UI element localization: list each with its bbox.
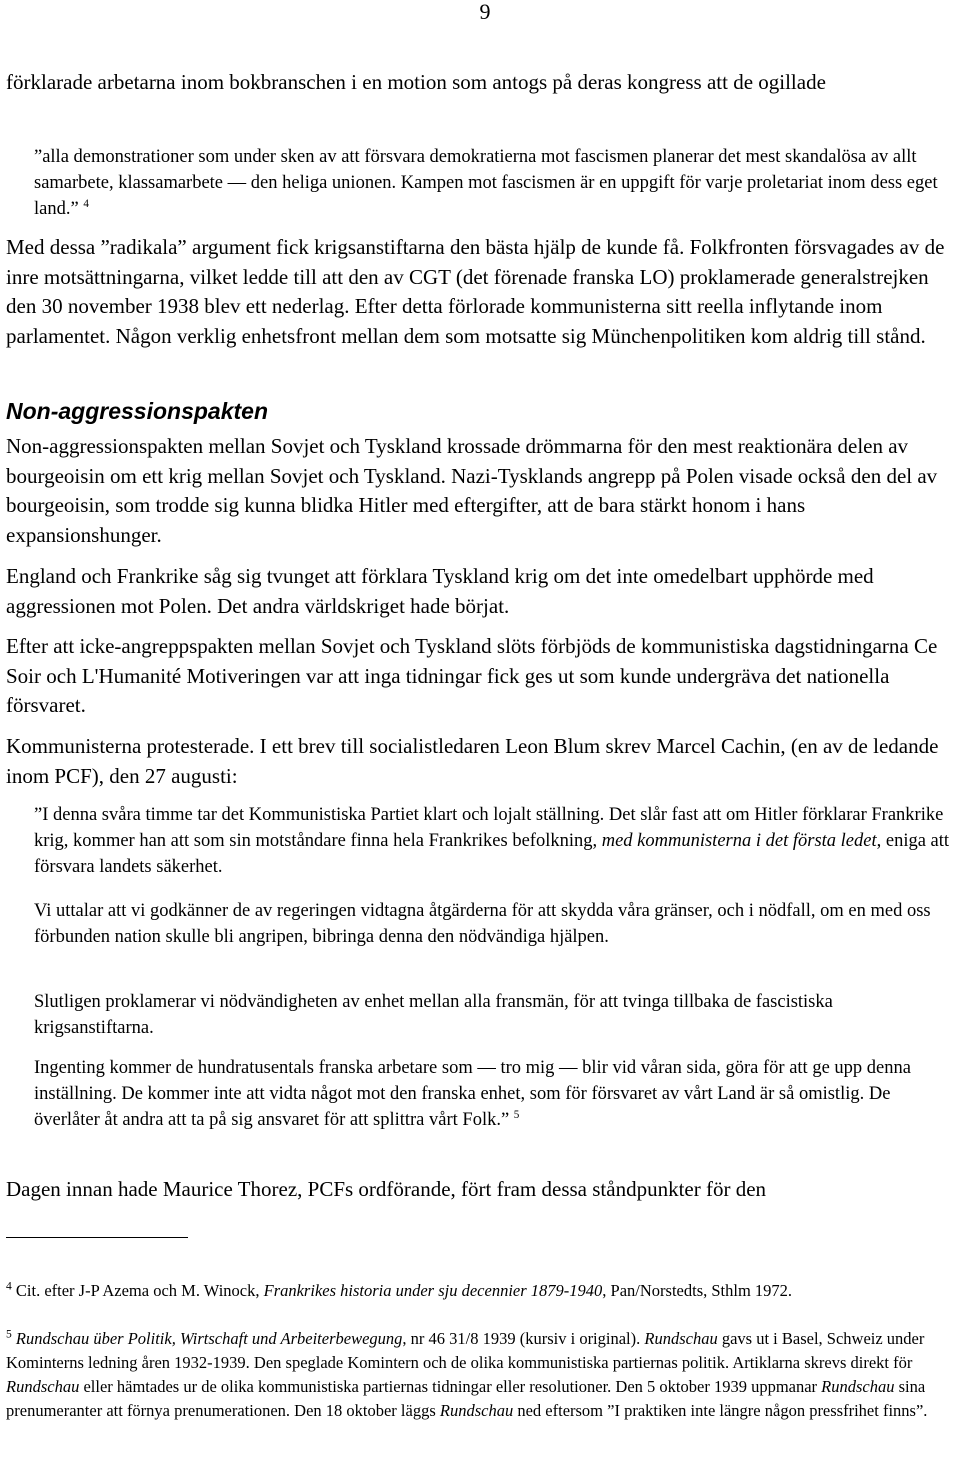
footnote-4: $^4$ Cit. efter J-P Azema och M. Winock, Frankrikes historia under sju decennier 1879-1940, Pan/Norstedts, Sthlm 1972. <box>6 1280 793 1300</box>
footnote-ref-4[interactable]: 4 <box>83 197 89 210</box>
intro-paragraph: förklarade arbetarna inom bokbranschen i en motion som antogs på deras kongress att de ogillade <box>6 70 826 94</box>
paragraph-england-france: England och Frankrike såg sig tvunget att förklara Tyskland krig om det inte omedelbart upphörde med aggressionen mot Polen. Det andra världskriget hade börjat. <box>6 564 874 618</box>
quote-cachin-3: Slutligen proklamerar vi nödvändigheten av enhet mellan alla fransmän, för att tvinga tillbaka de fascistiska krigsanstiftarna. <box>34 992 833 1038</box>
closing-paragraph: Dagen innan hade Maurice Thorez, PCFs ordförande, fört fram dessa ståndpunkter för den <box>6 1177 767 1201</box>
paragraph-pact: Non-aggressionspakten mellan Sovjet och Tyskland krossade drömmarna för den mest reaktionära delen av bourgeoisin om ett krig mellan Sovjet och Tyskland. Nazi-Tysklands angrepp på Polen visade också den del av bourgeoisin, som trodde sig kunna blidka Hitler med eftergifter, att de bara stärkt honom i hans expansionshunger. <box>6 434 938 547</box>
paragraph-radical-arguments: Med dessa ”radikala” argument fick krigsanstiftarna den bästa hjälp de kunde få. Folkfronten försvagades av de inre motsättningarna, vilket ledde till att den av CGT (det förenade franska LO) proklamerade generalstrejken den 30 november 1938 blev ett nederlag. Efter detta förlorade kommunisterna sitt reella inflytande inom parlamentet. Någon verklig enhetsfront mellan dem som motsatte sig Münchenpolitiken kom aldrig till stånd. <box>6 235 945 348</box>
footnote-ref-5[interactable]: 5 <box>513 1108 520 1121</box>
quote-cachin-1: ”I denna svåra timme tar det Kommunistiska Partiet klart och lojalt ställning. Det slår fast att om Hitler förklarar Frankrike krig, kommer han att som sin motståndare finna hela Frankrikes befolkning, med kommunisterna i det första ledet, eniga att försvara landets säkerhet. <box>34 805 950 877</box>
quote-cachin-4: Ingenting kommer de hundratusentals franska arbetare som — tro mig — blir vid våran sida, göra för att ge upp denna inställning. De kommer inte att vidta något mot den franska enhet, som för försvaret av vårt Land är så omistlig. De överlåter åt andra att ta på sig ansvaret för att splittra vårt Folk.” $^5$ <box>34 1058 911 1130</box>
section-heading: Non-aggressionspakten <box>6 398 268 424</box>
paragraph-ban: Efter att icke-angreppspakten mellan Sovjet och Tyskland slöts förbjöds de kommunistiska dagstidningarna Ce Soir och L'Humanité Motiveringen var att inga tidningar fick ges ut som kunde undergräva det nationella försvaret. <box>6 634 938 717</box>
emphasis: med kommunisterna i det första ledet <box>601 831 877 851</box>
footnote-divider <box>6 1237 188 1238</box>
quote-bookbranch <box>34 144 956 222</box>
page-number: 9 <box>479 0 491 24</box>
quote-text: ”alla demonstrationer som under sken av att försvara demokratierna mot fascismen planerar det mest skandalösa av allt samarbete, klassamarbete — den heliga unionen. Kampen mot fascismen är en uppgift för varje proletariat inom dess eget land.” <box>34 147 938 219</box>
quote-cachin-2: Vi uttalar att vi godkänner de av regeringen vidtagna åtgärderna för att skydda våra gränser, och i nödfall, om en med oss förbunden nation skulle bli angripen, bibringa denna den nödvändiga hjälpen. <box>34 901 931 947</box>
paragraph-protest: Kommunisterna protesterade. I ett brev till socialistledaren Leon Blum skrev Marcel Cachin, (en av de ledande inom PCF), den 27 augusti: <box>6 734 939 788</box>
footnote-5: $^5$ Rundschau über Politik, Wirtschaft und Arbeiterbewegung, nr 46 31/8 1939 (kursiv i original). Rundschau gavs ut i Basel, Schweiz under Kominterns ledning åren 1932-1939. Den speglade Komintern och de olika kommunistiska partiernas politik. Artiklarna skrevs direkt för Rundschau eller hämtades ur de olika kommunistiska partiernas tidningar eller resolutioner. Den 5 oktober 1939 uppmanar Rundschau sina prenumeranter att förnya prenumerationen. Den 18 oktober läggs Rundschau ned eftersom ”I praktiken inte längre någon pressfrihet finns”. <box>6 1328 928 1420</box>
